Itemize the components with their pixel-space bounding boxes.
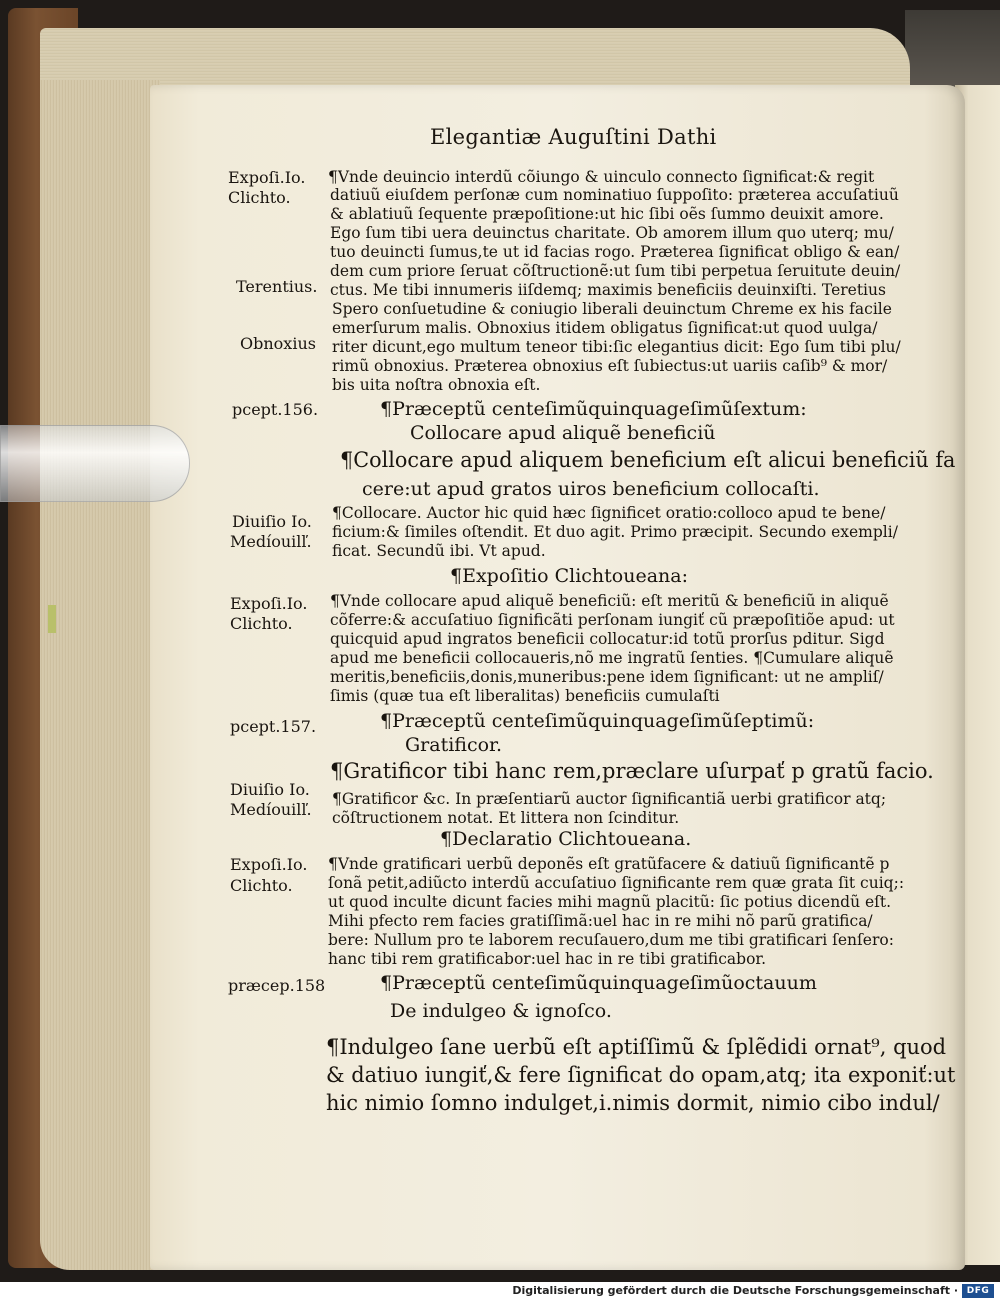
margin-note: Medíouilľ.: [230, 532, 312, 551]
text-line: rimũ obnoxius. Præterea obnoxius eſt ſubiectus:ut uariis caſib⁹ & mor/: [332, 357, 888, 375]
margin-note: Clichto.: [230, 876, 293, 895]
page-holder-rod: [0, 425, 190, 502]
text-line: & ablatiuũ ſequente præpoſitione:ut hic ſibi oẽs ſummo deuixit amore.: [330, 205, 884, 223]
text-line: meritis,beneficiis,donis,muneribus:pene idem ſignificant: ut ne ampliſ/: [330, 668, 884, 686]
margin-note: Medíouilľ.: [230, 800, 312, 819]
text-line: Mihi pfecto rem facies gratiſſimã:uel hac in re mihi nõ parũ gratifica/: [328, 912, 873, 930]
margin-note: Clichto.: [228, 188, 291, 207]
margin-note: pcept.157.: [230, 717, 317, 736]
text-line: Ego ſum tibi uera deuinctus charitate. Ob amorem illum quo uterq; mu/: [330, 224, 894, 242]
text-line: ficium:& ſimiles oſtendit. Et duo agit. Primo præcipit. Secundo exempli/: [332, 523, 898, 541]
running-head: Elegantiæ Auguſtini Dathi: [430, 125, 717, 149]
precept-text: hic nimio ſomno indulget,i.nimis dormit, nimio cibo indul/: [326, 1091, 940, 1115]
page-edges-left: [40, 80, 160, 1270]
text-line: ¶Gratificor &c. In præſentiarũ auctor ſignificantiã uerbi gratificor atq;: [332, 790, 887, 808]
text-line: quicquid apud ingratos beneficii collocatur:id totũ prorſus pditur. Sigd: [330, 630, 885, 648]
margin-note: Obnoxius: [240, 334, 316, 353]
text-line: ſonã petit,adiũcto interdũ accuſatiuo ſignificante rem quæ grata ſit cuiq;:: [328, 874, 905, 892]
margin-note: Expoſi.Io.: [228, 168, 306, 187]
text-line: Spero conſuetudine & coniugio liberali deuinctum Chreme ex his facile: [332, 300, 892, 318]
text-line: bere: Nullum pro te laborem recuſauero,dum me tibi gratificari ſenſero:: [328, 931, 894, 949]
text-line: apud me beneficii collocaueris,nõ me ingratũ ſenties. ¶Cumulare aliquẽ: [330, 649, 894, 667]
margin-note: Expoſi.Io.: [230, 594, 308, 613]
funding-credit: Digitalisierung gefördert durch die Deutsche Forschungsgemeinschaft ·: [512, 1284, 958, 1297]
text-line: ut quod inculte dicunt facies mihi magnũ placitũ: ſic potius dicendũ eſt.: [328, 893, 892, 911]
text-line: cõſtructionem notat. Et littera non ſcinditur.: [332, 809, 680, 827]
precept-text: ¶Indulgeo ſane uerbũ eſt aptiſſimũ & ſplẽdidi ornat⁹, quod: [326, 1035, 947, 1059]
margin-note: præcep.158: [228, 976, 326, 995]
precept-heading: ¶Præceptũ centeſimũquinquageſimũoctauum: [380, 972, 817, 994]
text-line: ſimis (quæ tua eſt liberalitas) beneficiis cumulaſti: [330, 687, 720, 705]
margin-note: Expoſi.Io.: [230, 855, 308, 874]
text-line: bis uita noſtra obnoxia eſt.: [332, 376, 541, 394]
margin-note: Diuiſio Io.: [232, 512, 312, 531]
precept-text: ¶Collocare apud aliquem beneficium eſt alicui beneficiũ fa: [340, 448, 956, 472]
margin-note: Terentius.: [236, 277, 318, 296]
text-line: ctus. Me tibi innumeris iiſdemq; maximis beneficiis deuinxiſti. Teretius: [330, 281, 886, 299]
text-line: riter dicunt,ego multum teneor tibi:ſic elegantius dicit: Ego ſum tibi plu/: [332, 338, 901, 356]
text-line: tuo deuincti ſumus,te ut id facias rogo. Præterea ſignificat obligo & ean/: [330, 243, 900, 261]
book-spine-top-right: [905, 10, 1000, 90]
precept-heading: De indulgeo & ignoſco.: [390, 1000, 612, 1022]
precept-heading: Gratificor.: [405, 734, 503, 756]
text-line: ¶Collocare. Auctor hic quid hæc ſignificet oratio:colloco apud te bene/: [332, 504, 886, 522]
text-line: cõferre:& accuſatiuo ſignificãti perſonam iungiť cũ præpoſitiõe apud: ut: [330, 611, 895, 629]
precept-text: & datiuo iungiť,& fere ſignificat do opam,atq; ita exponiť:ut: [326, 1063, 956, 1087]
precept-text: cere:ut apud gratos uiros beneficium collocaſti.: [362, 478, 820, 500]
text-line: datiuũ eiuſdem perſonæ cum nominatiuo ſuppoſito: præterea accuſatiuũ: [330, 186, 899, 204]
margin-note: Diuiſio Io.: [230, 780, 310, 799]
dfg-logo: DFG: [962, 1284, 994, 1298]
text-line: dem cum priore ſeruat cõſtructionẽ:ut ſum tibi perpetua ſeruitute deuin/: [330, 262, 901, 280]
text-line: emerſurum malis. Obnoxius itidem obligatus ſignificat:ut quod uulga/: [332, 319, 878, 337]
text-line: hanc tibi rem gratificabor:uel hac in re tibi gratificabor.: [328, 950, 767, 968]
margin-note: Clichto.: [230, 614, 293, 633]
section-heading: ¶Declaratio Clichtoueana.: [440, 828, 692, 850]
section-heading: ¶Expoſitio Clichtoueana:: [450, 565, 688, 587]
page-edges-top: [40, 28, 910, 88]
text-line: ¶Vnde gratificari uerbũ deponẽs eſt gratũfacere & datiuũ ſignificantẽ p: [328, 855, 890, 873]
margin-note: pcept.156.: [232, 400, 319, 419]
text-line: ¶Vnde collocare apud aliquẽ beneficiũ: eſt meritũ & beneficiũ in aliquẽ: [330, 592, 889, 610]
bookmark-strip: [48, 605, 56, 633]
text-line: ¶Vnde deuincio interdũ cõiungo & uinculo connecto ſignificat:& regit: [328, 168, 875, 186]
precept-heading: ¶Præceptũ centeſimũquinquageſimũſextum:: [380, 398, 807, 420]
precept-heading: Collocare apud aliquẽ beneficiũ: [410, 422, 716, 444]
precept-heading: ¶Præceptũ centeſimũquinquageſimũſeptimũ:: [380, 710, 815, 732]
precept-text: ¶Gratificor tibi hanc rem,præclare uſurpať p gratũ facio.: [330, 759, 934, 783]
text-line: ficat. Secundũ ibi. Vt apud.: [332, 542, 546, 560]
